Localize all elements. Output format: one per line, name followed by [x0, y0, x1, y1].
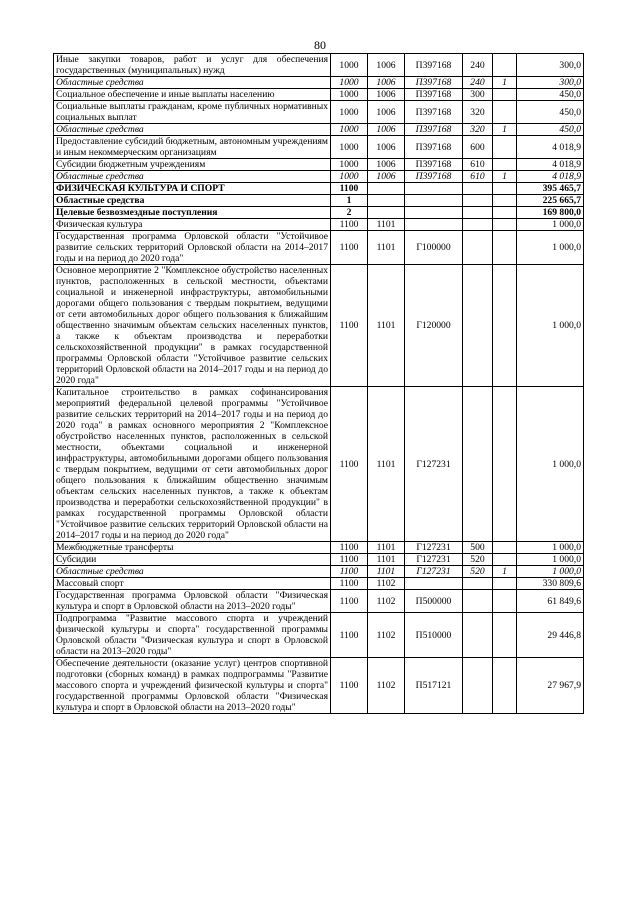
- ministry-code-cell: 1100: [331, 578, 368, 590]
- expense-type-cell: [463, 590, 493, 613]
- section-code-cell: 1102: [368, 590, 405, 613]
- target-code-cell: П397168: [405, 171, 463, 183]
- row-name-cell: Субсидии бюджетным учреждениям: [54, 159, 331, 171]
- table-row: [54, 578, 584, 590]
- row-name-cell: ФИЗИЧЕСКАЯ КУЛЬТУРА И СПОРТ: [54, 183, 331, 195]
- expense-type-cell: [463, 231, 493, 265]
- table-row: [54, 159, 584, 171]
- expense-type-cell: 240: [463, 54, 493, 77]
- target-code-cell: П500000: [405, 590, 463, 613]
- expense-type-cell: 520: [463, 566, 493, 578]
- table-row: [54, 207, 584, 219]
- amount-cell: 4 018,9: [517, 159, 584, 171]
- target-code-cell: П397168: [405, 159, 463, 171]
- expense-type-cell: 320: [463, 101, 493, 124]
- row-name-cell: Областные средства: [54, 77, 331, 89]
- amount-cell: 330 809,6: [517, 578, 584, 590]
- row-name-cell: Областные средства: [54, 124, 331, 136]
- expense-type-cell: [463, 207, 493, 219]
- target-code-cell: [405, 183, 463, 195]
- table-row: [54, 219, 584, 231]
- amount-cell: 169 800,0: [517, 207, 584, 219]
- target-code-cell: Г127231: [405, 554, 463, 566]
- ministry-code-cell: 1100: [331, 566, 368, 578]
- table-row: [54, 590, 584, 613]
- amount-cell: 225 665,7: [517, 195, 584, 207]
- amount-cell: 300,0: [517, 77, 584, 89]
- section-code-cell: 1006: [368, 124, 405, 136]
- table-row: [54, 136, 584, 159]
- expense-type-cell: 610: [463, 159, 493, 171]
- target-code-cell: П397168: [405, 54, 463, 77]
- row-name-cell: Государственная программа Орловской области "Устойчивое развитие сельских территорий Орловской области на 2014–2017 годы и на период до 2020 года": [54, 231, 331, 265]
- target-code-cell: [405, 578, 463, 590]
- table-row: [54, 265, 584, 387]
- section-code-cell: 1101: [368, 542, 405, 554]
- source-code-cell: [493, 554, 517, 566]
- section-code-cell: 1006: [368, 77, 405, 89]
- table-row: [54, 542, 584, 554]
- section-code-cell: 1006: [368, 101, 405, 124]
- target-code-cell: П397168: [405, 136, 463, 159]
- source-code-cell: [493, 578, 517, 590]
- table-row: [54, 195, 584, 207]
- source-code-cell: 1: [493, 566, 517, 578]
- section-code-cell: [368, 183, 405, 195]
- table-row: [54, 554, 584, 566]
- row-name-cell: Обеспечение деятельности (оказание услуг) центров спортивной подготовки (сборных команд) в рамках подпрограммы "Развитие массового спорта и учреждений физической культуры и спорта" государственной программы Орловской области "Физическая культура и спорт в Орловской области на 2013–2020 годы": [54, 658, 331, 714]
- source-code-cell: [493, 219, 517, 231]
- source-code-cell: [493, 183, 517, 195]
- expense-type-cell: [463, 195, 493, 207]
- expense-type-cell: 300: [463, 89, 493, 101]
- section-code-cell: 1006: [368, 136, 405, 159]
- source-code-cell: [493, 590, 517, 613]
- amount-cell: 1 000,0: [517, 265, 584, 387]
- row-name-cell: Иные закупки товаров, работ и услуг для обеспечения государственных (муниципальных) нужд: [54, 54, 331, 77]
- expense-type-cell: 320: [463, 124, 493, 136]
- target-code-cell: Г127231: [405, 566, 463, 578]
- row-name-cell: Физическая культура: [54, 219, 331, 231]
- expense-type-cell: 500: [463, 542, 493, 554]
- section-code-cell: 1101: [368, 554, 405, 566]
- amount-cell: 450,0: [517, 124, 584, 136]
- amount-cell: 300,0: [517, 54, 584, 77]
- source-code-cell: [493, 54, 517, 77]
- target-code-cell: П510000: [405, 613, 463, 658]
- source-code-cell: [493, 658, 517, 714]
- source-code-cell: 1: [493, 77, 517, 89]
- expense-type-cell: [463, 387, 493, 542]
- expense-type-cell: [463, 183, 493, 195]
- amount-cell: 29 446,8: [517, 613, 584, 658]
- ministry-code-cell: 1100: [331, 554, 368, 566]
- amount-cell: 61 849,6: [517, 590, 584, 613]
- section-code-cell: 1102: [368, 658, 405, 714]
- expense-type-cell: 240: [463, 77, 493, 89]
- target-code-cell: [405, 207, 463, 219]
- section-code-cell: 1101: [368, 231, 405, 265]
- source-code-cell: [493, 231, 517, 265]
- section-code-cell: [368, 207, 405, 219]
- source-code-cell: [493, 101, 517, 124]
- table-row: [54, 124, 584, 136]
- amount-cell: 1 000,0: [517, 566, 584, 578]
- ministry-code-cell: 1100: [331, 387, 368, 542]
- row-name-cell: Государственная программа Орловской области "Физическая культура и спорт в Орловской области на 2013–2020 годы": [54, 590, 331, 613]
- source-code-cell: [493, 195, 517, 207]
- section-code-cell: 1101: [368, 566, 405, 578]
- table-row: [54, 171, 584, 183]
- section-code-cell: 1101: [368, 265, 405, 387]
- source-code-cell: 1: [493, 124, 517, 136]
- row-name-cell: Предоставление субсидий бюджетным, автономным учреждениям и иным некоммерческим организациям: [54, 136, 331, 159]
- ministry-code-cell: 1000: [331, 89, 368, 101]
- amount-cell: 1 000,0: [517, 542, 584, 554]
- target-code-cell: Г120000: [405, 265, 463, 387]
- ministry-code-cell: 1100: [331, 231, 368, 265]
- table-row: [54, 101, 584, 124]
- section-code-cell: 1006: [368, 54, 405, 77]
- target-code-cell: Г100000: [405, 231, 463, 265]
- expense-type-cell: [463, 613, 493, 658]
- ministry-code-cell: 1000: [331, 101, 368, 124]
- source-code-cell: 1: [493, 171, 517, 183]
- row-name-cell: Межбюджетные трансферты: [54, 542, 331, 554]
- row-name-cell: Целевые безвозмездные поступления: [54, 207, 331, 219]
- target-code-cell: [405, 219, 463, 231]
- expense-type-cell: 600: [463, 136, 493, 159]
- table-row: [54, 231, 584, 265]
- amount-cell: 1 000,0: [517, 554, 584, 566]
- ministry-code-cell: 2: [331, 207, 368, 219]
- amount-cell: 27 967,9: [517, 658, 584, 714]
- row-name-cell: Капитальное строительство в рамках софинансирования мероприятий федеральной целевой программы "Устойчивое развитие сельских территорий на 2014–2017 годы и на период до 2020 года" в рамках основного мероприятия 2 "Комплексное обустройство населенных пунктов, расположенных в сельской местности, объектами социальной и инженерной инфраструктуры, автомобильными дорогами общего пользования с твердым покрытием, ведущими от сети автомобильных дорог общего пользования к ближайшим общественно значимым объектам сельских населенных пунктов, а также к объектам производства и переработки сельскохозяйственной продукции" в рамках государственной программы Орловской области "Устойчивое развитие сельских территорий Орловской области на 2014–2017 годы и на период до 2020 года": [54, 387, 331, 542]
- ministry-code-cell: 1000: [331, 54, 368, 77]
- target-code-cell: П397168: [405, 89, 463, 101]
- table-row: [54, 566, 584, 578]
- expense-type-cell: [463, 578, 493, 590]
- source-code-cell: [493, 542, 517, 554]
- section-code-cell: 1102: [368, 613, 405, 658]
- amount-cell: 4 018,9: [517, 136, 584, 159]
- section-code-cell: 1102: [368, 578, 405, 590]
- section-code-cell: [368, 195, 405, 207]
- target-code-cell: П517121: [405, 658, 463, 714]
- ministry-code-cell: 1100: [331, 219, 368, 231]
- ministry-code-cell: 1000: [331, 77, 368, 89]
- ministry-code-cell: 1100: [331, 658, 368, 714]
- table-row: [54, 77, 584, 89]
- source-code-cell: [493, 159, 517, 171]
- table-row: [54, 89, 584, 101]
- row-name-cell: Областные средства: [54, 171, 331, 183]
- expense-type-cell: [463, 265, 493, 387]
- amount-cell: 1 000,0: [517, 387, 584, 542]
- ministry-code-cell: 1100: [331, 613, 368, 658]
- row-name-cell: Подпрограмма "Развитие массового спорта и учреждений физической культуры и спорта" государственной программы Орловской области "Физическая культура и спорт в Орловской области на 2013–2020 годы": [54, 613, 331, 658]
- page-number: 80: [314, 38, 326, 52]
- expense-type-cell: [463, 219, 493, 231]
- section-code-cell: 1006: [368, 89, 405, 101]
- row-name-cell: Областные средства: [54, 566, 331, 578]
- target-code-cell: Г127231: [405, 542, 463, 554]
- row-name-cell: Социальные выплаты гражданам, кроме публичных нормативных социальных выплат: [54, 101, 331, 124]
- target-code-cell: П397168: [405, 124, 463, 136]
- ministry-code-cell: 1000: [331, 124, 368, 136]
- amount-cell: 4 018,9: [517, 171, 584, 183]
- ministry-code-cell: 1000: [331, 159, 368, 171]
- ministry-code-cell: 1000: [331, 136, 368, 159]
- row-name-cell: Областные средства: [54, 195, 331, 207]
- section-code-cell: 1006: [368, 171, 405, 183]
- source-code-cell: [493, 613, 517, 658]
- section-code-cell: 1006: [368, 159, 405, 171]
- target-code-cell: Г127231: [405, 387, 463, 542]
- source-code-cell: [493, 207, 517, 219]
- section-code-cell: 1101: [368, 387, 405, 542]
- ministry-code-cell: 1100: [331, 590, 368, 613]
- row-name-cell: Социальное обеспечение и иные выплаты населению: [54, 89, 331, 101]
- source-code-cell: [493, 387, 517, 542]
- amount-cell: 450,0: [517, 89, 584, 101]
- table-row: [54, 658, 584, 714]
- amount-cell: 395 465,7: [517, 183, 584, 195]
- source-code-cell: [493, 136, 517, 159]
- source-code-cell: [493, 265, 517, 387]
- table-row: [54, 54, 584, 77]
- amount-cell: 1 000,0: [517, 219, 584, 231]
- expense-type-cell: 610: [463, 171, 493, 183]
- expense-type-cell: [463, 658, 493, 714]
- ministry-code-cell: 1100: [331, 265, 368, 387]
- target-code-cell: П397168: [405, 77, 463, 89]
- section-code-cell: 1101: [368, 219, 405, 231]
- amount-cell: 1 000,0: [517, 231, 584, 265]
- ministry-code-cell: 1100: [331, 542, 368, 554]
- ministry-code-cell: 1100: [331, 183, 368, 195]
- table-row: [54, 183, 584, 195]
- budget-table: [53, 53, 584, 714]
- expense-type-cell: 520: [463, 554, 493, 566]
- ministry-code-cell: 1000: [331, 171, 368, 183]
- source-code-cell: [493, 89, 517, 101]
- budget-table-body: [54, 54, 584, 714]
- table-row: [54, 387, 584, 542]
- table-row: [54, 613, 584, 658]
- target-code-cell: П397168: [405, 101, 463, 124]
- row-name-cell: Основное мероприятие 2 "Комплексное обустройство населенных пунктов, расположенных в сельской местности, объектами социальной и инженерной инфраструктуры, автомобильными дорогами общего пользования с твердым покрытием, ведущими от сети автомобильных дорог общего пользования к ближайшим общественно значимым объектам сельских населенных пунктов, а также к объектам производства и переработки сельскохозяйственной продукции" в рамках государственной программы Орловской области "Устойчивое развитие сельских территорий Орловской области на 2014–2017 годы и на период до 2020 года": [54, 265, 331, 387]
- amount-cell: 450,0: [517, 101, 584, 124]
- target-code-cell: [405, 195, 463, 207]
- row-name-cell: Массовый спорт: [54, 578, 331, 590]
- row-name-cell: Субсидии: [54, 554, 331, 566]
- ministry-code-cell: 1: [331, 195, 368, 207]
